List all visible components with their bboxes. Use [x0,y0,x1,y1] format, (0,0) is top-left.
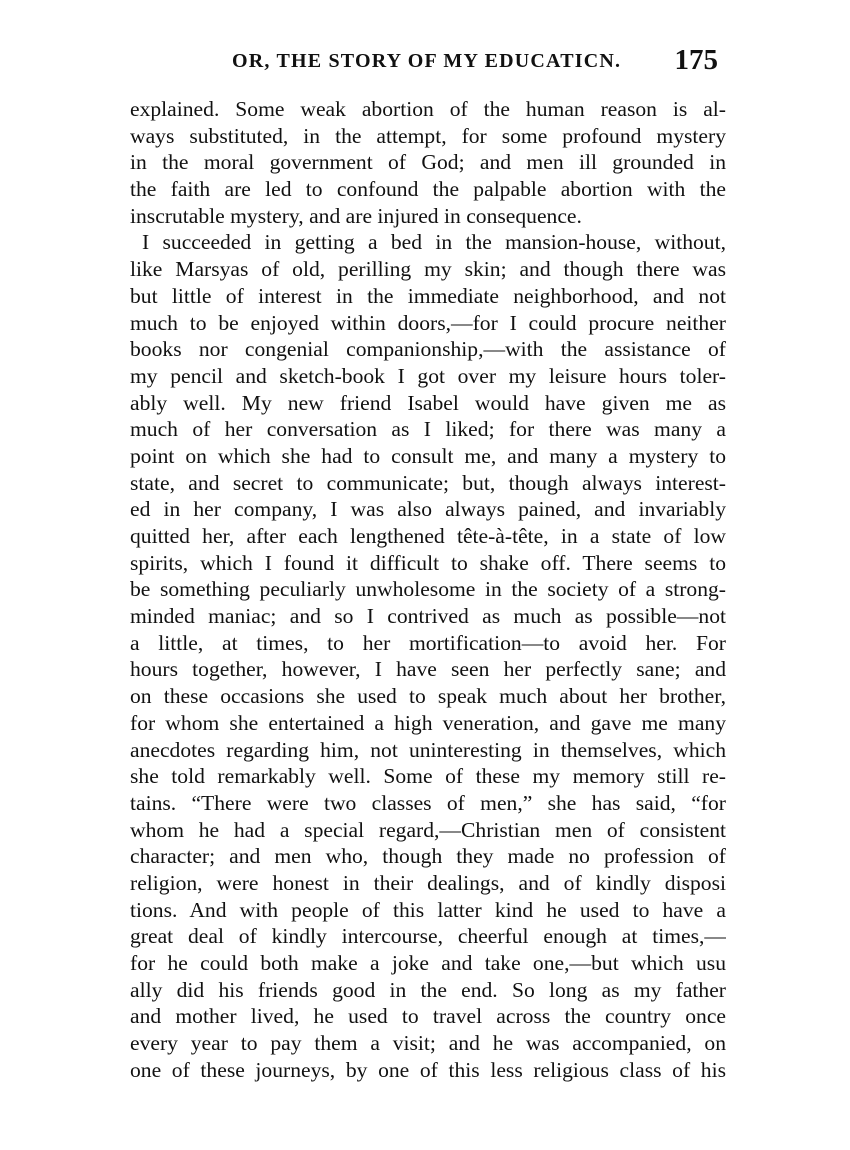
body-text [130,96,726,1083]
text-line: on these occasions she used to speak much about her brother, [130,684,726,709]
text-line: minded maniac; and so I contrived as much as possible—not [130,604,726,629]
text-line: anecdotes regarding him, not uninteresting in themselves, which [130,737,726,762]
text-line: in the moral government of God; and men ill grounded in [130,150,726,175]
text-line: but little of interest in the immediate neighborhood, and not [130,283,726,308]
text-line: tions. And with people of this latter kind he used to have a [130,897,726,922]
text-line: like Marsyas of old, perilling my skin; and though there was [130,257,726,282]
text-line: whom he had a special regard,—Christian men of consistent [130,817,726,842]
text-line: my pencil and sketch-book I got over my leisure hours toler- [130,363,726,388]
text-line: state, and secret to communicate; but, though always interest- [130,470,726,495]
running-title: OR, THE STORY OF MY EDUCATICN. [232,50,622,72]
text-line: ways substituted, in the attempt, for some profound mystery [130,123,726,148]
text-line: explained. Some weak abortion of the human reason is al- [130,97,726,121]
running-head [232,46,718,82]
text-line: ably well. My new friend Isabel would have given me as [130,390,726,415]
text-line: ally did his friends good in the end. So long as my father [130,977,726,1002]
text-line: ed in her company, I was also always pained, and invariably [130,497,726,522]
text-line: character; and men who, though they made no profession of [130,844,726,869]
text-line: I succeeded in getting a bed in the mansion-house, without, [142,230,726,255]
text-line: point on which she had to consult me, and many a mystery to [130,443,726,468]
text-line: great deal of kindly intercourse, cheerful enough at times,— [130,924,726,949]
text-line: the faith are led to confound the palpable abortion with the [130,177,726,202]
text-line: much of her conversation as I liked; for there was many a [130,417,726,442]
text-line: and mother lived, he used to travel across the country once [130,1004,726,1029]
text-line: inscrutable mystery, and are injured in consequence. [130,203,582,228]
text-line: tains. “There were two classes of men,” she has said, “for [130,790,726,815]
text-line: for whom she entertained a high veneration, and gave me many [130,710,726,735]
text-line: be something peculiarly unwholesome in the society of a strong- [130,577,726,602]
text-line: religion, were honest in their dealings, and of kindly disposi [130,870,726,895]
text-line: one of these journeys, by one of this less religious class of his [130,1057,726,1082]
text-line: hours together, however, I have seen her perfectly sane; and [130,657,726,682]
text-line: quitted her, after each lengthened tête-à-tête, in a state of low [130,524,726,548]
text-line: much to be enjoyed within doors,—for I could procure neither [130,310,726,335]
text-line: for he could both make a joke and take one,—but which usu [130,951,726,975]
text-line: spirits, which I found it difficult to shake off. There seems to [130,550,726,575]
text-line: every year to pay them a visit; and he was accompanied, on [130,1031,726,1056]
page-number: 175 [674,44,718,76]
text-line: books nor congenial companionship,—with the assistance of [130,337,726,362]
text-line: a little, at times, to her mortification—to avoid her. For [130,630,726,655]
text-line: she told remarkably well. Some of these my memory still re- [130,764,726,789]
